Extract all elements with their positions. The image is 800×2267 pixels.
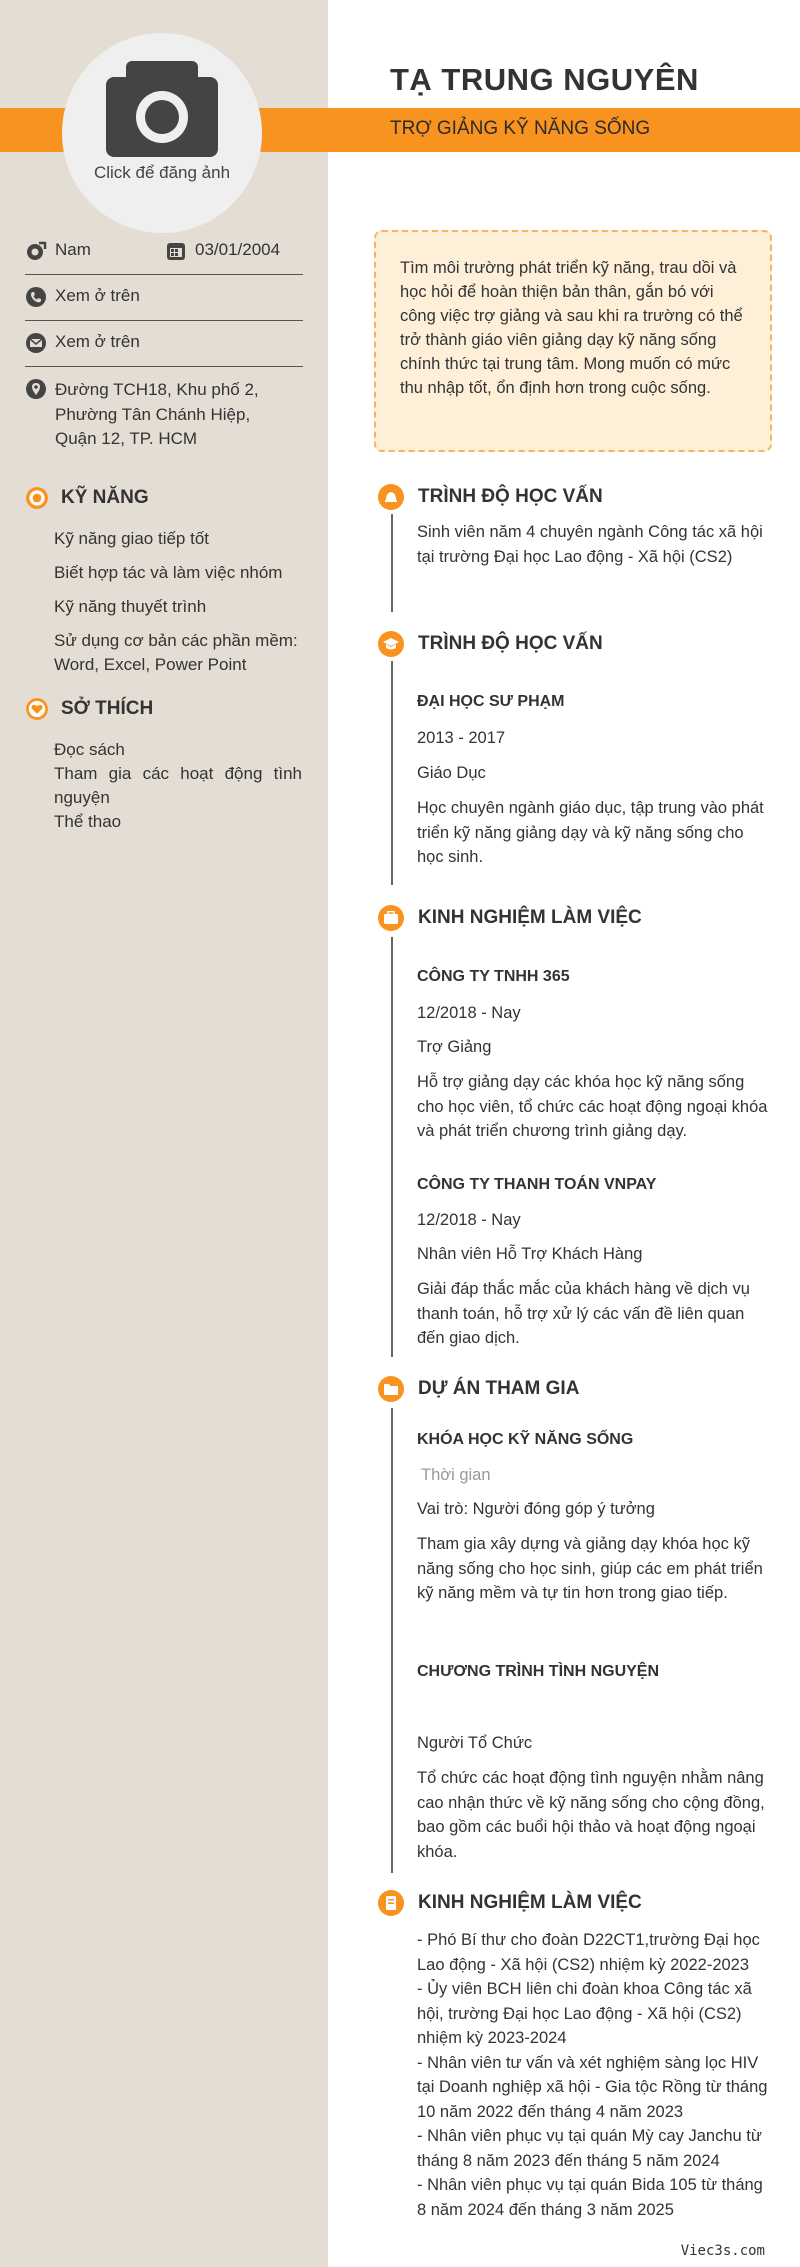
project-description: Tham gia xây dựng và giảng dạy khóa học kỹ năng sống cho học sinh, giúp các em phát triển kỹ năng mềm và tự tin hơn trong giao tiếp. <box>417 1535 763 1602</box>
education-summary: Sinh viên năm 4 chuyên ngành Công tác xã hội tại trường Đại học Lao động - Xã hội (CS2) <box>417 523 763 566</box>
company-name: CÔNG TY THANH TOÁN VNPAY <box>417 1176 657 1193</box>
timeline-line <box>391 1408 393 1873</box>
job-position: Trợ Giảng <box>417 1038 492 1056</box>
graduation-cap-icon <box>378 631 404 657</box>
skills-title: KỸ NĂNG <box>61 487 149 508</box>
candidate-name: TẠ TRUNG NGUYÊN <box>390 62 699 97</box>
education-major: Giáo Dục <box>417 764 486 782</box>
job-position: Nhân viên Hỗ Trợ Khách Hàng <box>417 1245 643 1263</box>
list-item: Tham gia các hoạt động tình nguyện <box>54 764 302 807</box>
hobbies-title: SỞ THÍCH <box>61 698 154 719</box>
camera-icon <box>106 61 218 157</box>
list-item: - Phó Bí thư cho đoàn D22CT1,trường Đại học Lao động - Xã hội (CS2) nhiệm kỳ 2022-2023 <box>417 1931 760 1974</box>
contact-gender-birthday <box>25 240 303 262</box>
timeline-line <box>391 514 393 612</box>
experience-list <box>417 1928 772 2222</box>
job-time: 12/2018 - Nay <box>417 1004 521 1022</box>
list-item: - Ủy viên BCH liên chi đoàn khoa Công tác xã hội, trường Đại học Lao động - Xã hội (CS2) nhiệm kỳ 2023-2024 <box>417 1980 752 2047</box>
list-item: - Nhân viên phục vụ tại quán Bida 105 từ tháng 8 năm 2024 đến tháng 3 năm 2025 <box>417 2176 763 2219</box>
job-description: Hỗ trợ giảng dạy các khóa học kỹ năng sống cho học viên, tổ chức các hoạt động ngoại khóa và phát triển chương trình giảng dạy. <box>417 1073 768 1140</box>
job-description: Giải đáp thắc mắc của khách hàng về dịch vụ thanh toán, hỗ trợ xử lý các vấn đề liên quan đến giao dịch. <box>417 1280 750 1347</box>
job-time: 12/2018 - Nay <box>417 1211 521 1229</box>
hobbies-heading <box>25 697 153 721</box>
project-name: KHÓA HỌC KỸ NĂNG SỐNG <box>417 1431 634 1448</box>
bell-icon <box>378 484 404 510</box>
section-title: DỰ ÁN THAM GIA <box>418 1378 580 1399</box>
project-name: CHƯƠNG TRÌNH TÌNH NGUYỆN <box>417 1663 660 1680</box>
section-heading-projects <box>378 1376 579 1402</box>
list-item: Đọc sách <box>54 740 125 759</box>
project-description: Tổ chức các hoạt động tình nguyện nhằm nâng cao nhận thức về kỹ năng sống cho cộng đồng, bao gồm các buổi hội thảo và hoạt động ngoại khóa. <box>417 1769 765 1861</box>
project-time: Thời gian <box>421 1466 491 1484</box>
calendar-icon <box>165 240 187 262</box>
education-time: 2013 - 2017 <box>417 729 506 747</box>
company-name: CÔNG TY TNHH 365 <box>417 968 570 985</box>
hobbies-list <box>54 738 302 834</box>
skills-heading <box>25 486 149 510</box>
contact-email <box>25 332 303 354</box>
folder-icon <box>378 1376 404 1402</box>
section-heading-education <box>378 484 603 510</box>
section-title: TRÌNH ĐỘ HỌC VẤN <box>418 486 603 507</box>
divider <box>25 366 303 367</box>
list-item: - Nhân viên phục vụ tại quán Mỳ cay Janchu từ tháng 8 năm 2023 đến tháng 5 năm 2024 <box>417 2127 762 2170</box>
phone-value[interactable]: Xem ở trên <box>55 286 140 305</box>
section-heading-experience <box>378 905 642 931</box>
document-icon <box>378 1890 404 1916</box>
gender-icon <box>25 240 47 262</box>
divider <box>25 320 303 321</box>
school-name: ĐẠI HỌC SƯ PHẠM <box>417 693 565 710</box>
gender-value: Nam <box>55 240 91 259</box>
list-item: Kỹ năng giao tiếp tốt <box>54 529 210 548</box>
list-item: Biết hợp tác và làm việc nhóm <box>54 563 283 582</box>
email-icon <box>25 332 47 354</box>
birthday-value: 03/01/2004 <box>195 240 281 259</box>
list-item: Sử dụng cơ bản các phần mềm: Word, Excel, Power Point <box>54 631 298 674</box>
contact-phone <box>25 286 303 308</box>
project-role: Người Tổ Chức <box>417 1734 533 1752</box>
address-value: Đường TCH18, Khu phố 2, Phường Tân Chánh Hiệp, Quận 12, TP. HCM <box>55 380 259 448</box>
timeline-line <box>391 661 393 885</box>
target-icon <box>25 486 49 510</box>
heart-icon <box>25 697 49 721</box>
section-title: TRÌNH ĐỘ HỌC VẤN <box>418 633 603 654</box>
career-objective: Tìm môi trường phát triển kỹ năng, trau dồi và học hỏi để hoàn thiện bản thân, gắn bó với công việc trợ giảng và sau khi ra trường có thể trở thành giáo viên giảng dạy kỹ năng sống chính thức tại trung tâm. Mong muốn có mức thu nhập tốt, ổn định hơn trong cuộc sống. <box>374 230 772 452</box>
list-item: Thể thao <box>54 812 122 831</box>
education-description: Học chuyên ngành giáo dục, tập trung vào phát triển kỹ năng giảng dạy và kỹ năng sống cho học sinh. <box>417 799 764 866</box>
job-title: TRỢ GIẢNG KỸ NĂNG SỐNG <box>390 118 651 139</box>
briefcase-icon <box>378 905 404 931</box>
email-value[interactable]: Xem ở trên <box>55 332 140 351</box>
project-role: Vai trò: Người đóng góp ý tưởng <box>417 1500 655 1518</box>
watermark: Viec3s.com <box>680 2243 765 2259</box>
section-title: KINH NGHIỆM LÀM VIỆC <box>418 1892 642 1913</box>
avatar-upload[interactable] <box>62 33 262 233</box>
phone-icon <box>25 286 47 308</box>
avatar-label: Click để đăng ảnh <box>93 163 231 182</box>
timeline-line <box>391 937 393 1357</box>
section-title: KINH NGHIỆM LÀM VIỆC <box>418 907 642 928</box>
section-heading-experience <box>378 1890 642 1916</box>
location-pin-icon <box>25 378 47 400</box>
contact-address <box>25 378 303 452</box>
skills-list <box>54 527 302 677</box>
list-item: - Nhân viên tư vấn và xét nghiệm sàng lọc HIV tại Doanh nghiệp xã hội - Gia tộc Rồng từ tháng 10 năm 2022 đến tháng 4 năm 2023 <box>417 2053 768 2121</box>
list-item: Kỹ năng thuyết trình <box>54 597 207 616</box>
section-heading-education <box>378 631 603 657</box>
divider <box>25 274 303 275</box>
